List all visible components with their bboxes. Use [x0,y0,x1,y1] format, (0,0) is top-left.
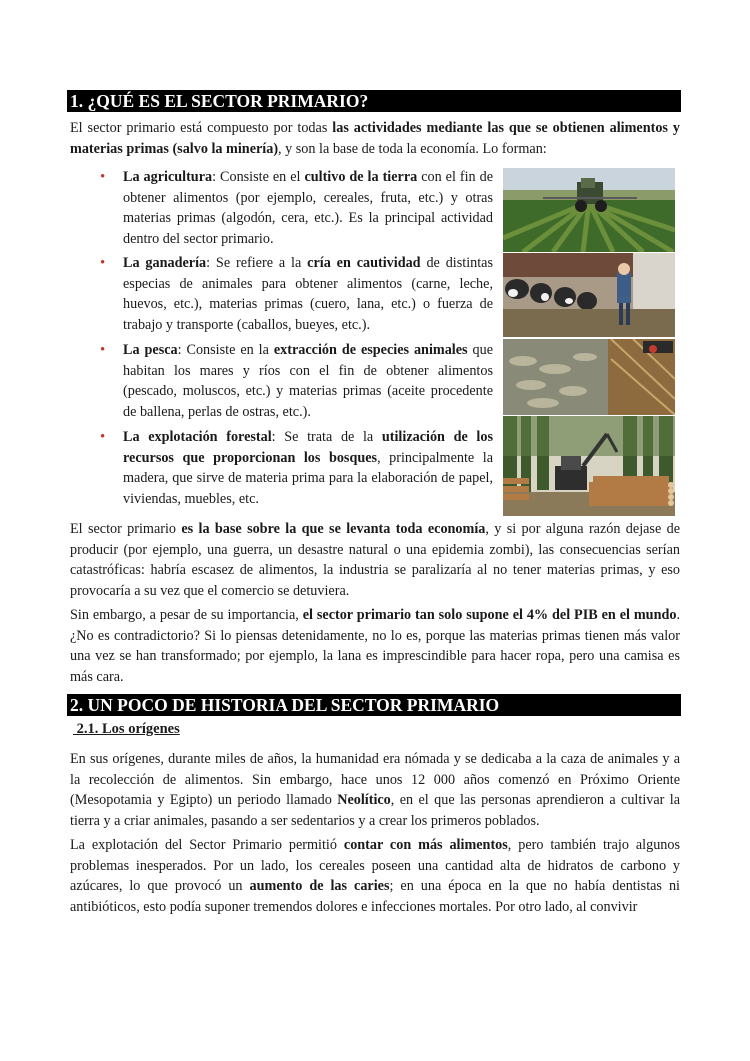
paragraph-origenes [70,749,680,831]
bold-run: utilización de los recursos que proporcionan los bosques [123,429,493,466]
bold-run: extracción de especies animales [273,342,468,358]
bold-run: aumento de las caries [249,878,390,894]
bold-run: cultivo de la tierra [304,169,418,185]
bold-run: La explotación forestal [123,429,272,445]
text-run: En sus orígenes, durante miles de años, la humanidad era nómada y se dedicaba a la caza de animales y a la recolección de alimentos. Sin embargo, hace unos 12 000 años comenzó en Próximo Oriente (Mesopotamia y Egipto) un periodo llamado [70,751,680,808]
text-run: ; en una época en la que no había dentistas ni antibióticos, esto podía suponer tremendos dolores e infecciones mortales. Por otro lado, al convivir [70,878,680,915]
agriculture-photo [503,168,675,252]
bullet-agricultura [123,167,493,249]
text-run: de distintas especias de animales para obtener alimentos (carne, leche, huevos, etc.), materias primas (cuero, lana, etc.) o fuerza de trabajo y transporte (caballos, bueyes, etc.). [123,255,494,333]
text-run: , pero también trajo algunos problemas inesperados. Por un lado, los cereales poseen una cantidad alta de hidratos de carbono y azúcares, lo que provocó un [70,837,681,894]
intro-paragraph [70,118,680,159]
text-run: : Se trata de la [271,429,382,445]
fishing-photo [503,339,675,415]
text-run: con el fin de obtener alimentos (por ejemplo, cereales, fruta, etc.) y otras materias primas (algodón, cera, etc.). Es la principal actividad dentro del sector primario. [123,169,493,247]
bold-run: cría en cautividad [307,255,421,271]
text-run: , y son la base de toda la economía. Lo forman: [278,140,547,157]
bold-run: contar con más alimentos [343,837,508,853]
bold-run: La agricultura [123,169,213,185]
text-run: Sin embargo, a pesar de su importancia, [70,607,303,623]
bullet-ganaderia [123,253,493,335]
text-run: : Consiste en el [212,169,305,185]
paragraph-base-economia [70,519,680,601]
text-run: : Se refiere a la [206,255,308,271]
bullet-marker: • [100,342,106,358]
bullet-marker: • [100,255,106,271]
text-run: El sector primario está compuesto por todas [70,120,333,136]
forestry-photo [503,416,675,516]
bold-run: las actividades mediante las que se obtienen alimentos y materias primas (salvo la minería) [70,120,680,157]
text-run: , principalmente la madera, que sirve de materia prima para la elaboración de papel, viviendas, muebles, etc. [123,449,493,507]
bullet-marker: • [100,169,106,185]
text-run: La explotación del Sector Primario permitió [70,837,344,853]
bold-run: el sector primario tan solo supone el 4% del PIB en el mundo [302,607,677,623]
bold-run: es la base sobre la que se levanta toda economía [181,521,486,537]
subsection-heading: 2.1. Los orígenes [73,721,180,737]
text-run: . ¿No es contradictorio? Si lo piensas detenidamente, no lo es, porque las materias primas tienen más valor una vez se han transformado; por ejemplo, la lana es imprescindible para hacer ropa, pero una camisa es más cara. [70,607,680,685]
text-run: El sector primario [70,521,182,537]
bold-run: Neolítico [337,792,391,808]
text-run: , y si por alguna razón dejase de producir (por ejemplo, una guerra, un desastre natural o una epidemia zombi), las consecuencias serían catastróficas: habría escasez de alimentos, la industria se paralizaría al no tener materias primas, y eso provocaría a su vez que el comercio se detuviera. [70,521,680,599]
bold-run: La ganadería [123,255,207,271]
section-heading-1: 1. ¿QUÉ ES EL SECTOR PRIMARIO? [67,90,681,112]
bullet-pesca [123,340,493,422]
livestock-photo [503,253,675,337]
paragraph-consecuencias [70,835,680,917]
text-run: : Consiste en la [177,342,274,358]
text-run: , en el que las personas aprendieron a cultivar la tierra y a criar animales, pasando a ser sedentarios y a crear los primeros poblados. [70,792,681,829]
bullet-marker: • [100,429,106,445]
section-heading-2: 2. UN POCO DE HISTORIA DEL SECTOR PRIMARIO [67,694,681,716]
paragraph-pib [70,605,680,687]
bullet-explotacion-forestal [123,427,493,509]
text-run: que habitan los mares y ríos con el fin de obtener alimentos (pescado, moluscos, etc.) y materias primas (aceite procedente de ballena, perlas de ostras, etc.). [123,342,493,420]
bold-run: La pesca [123,342,178,358]
